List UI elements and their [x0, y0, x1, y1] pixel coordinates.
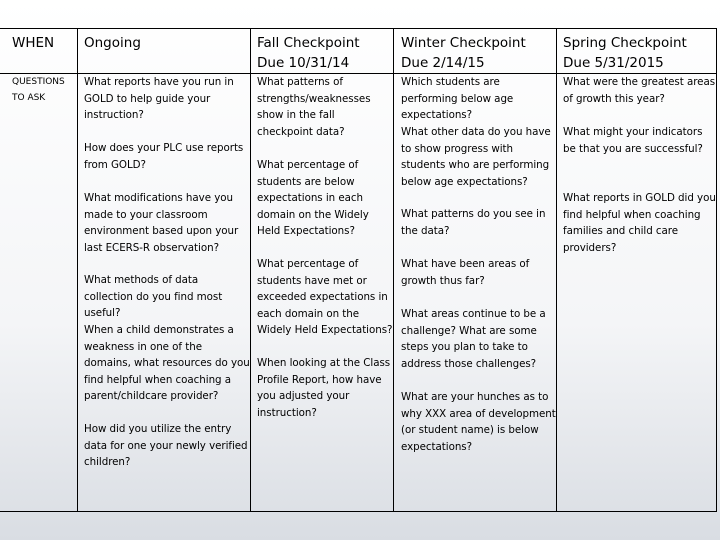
ongoing-label: Ongoing	[84, 35, 141, 51]
fall-questions	[257, 74, 393, 421]
spring-due-date: Due 5/31/2015	[563, 55, 664, 71]
table-right-border	[716, 28, 717, 512]
header-when	[12, 33, 76, 53]
when-label: WHEN	[12, 35, 55, 51]
list-item: What might your indicators be that you are successful?	[563, 126, 703, 155]
fall-due-date: Due 10/31/14	[257, 55, 350, 71]
ongoing-questions	[84, 74, 250, 471]
list-item: Which students are performing below age expectations?	[401, 76, 514, 121]
list-item: How does your PLC use reports from GOLD?	[84, 142, 244, 171]
winter-title: Winter Checkpoint	[401, 35, 526, 51]
list-item: What patterns of strengths/weaknesses show in the fall checkpoint data?	[257, 76, 371, 138]
checkpoint-questions-table	[0, 28, 717, 512]
column-divider	[77, 28, 78, 512]
list-item: What are your hunches as to why XXX area of development (or student name) is below expectations?	[401, 391, 556, 453]
row-label-questions: QUESTIONS TO ASK	[12, 77, 65, 103]
column-divider	[393, 28, 394, 512]
spring-questions	[563, 74, 716, 256]
list-item: What have been areas of growth thus far?	[401, 258, 530, 287]
header-fall-checkpoint	[257, 33, 391, 73]
list-item: What percentage of students have met or exceeded expectations in each domain on the Widely Held Expectations?	[257, 258, 393, 336]
table-top-border	[0, 28, 717, 29]
list-item: What modifications have you made to your classroom environment based upon your last ECERS-R observation?	[84, 192, 239, 254]
list-item: When looking at the Class Profile Report, how have you adjusted your instruction?	[257, 357, 391, 419]
list-item: What other data do you have to show progress with students who are performing below age expectations?	[401, 126, 551, 188]
winter-questions	[401, 74, 557, 455]
list-item: What reports have you run in GOLD to help guide your instruction?	[84, 76, 234, 121]
list-item: What patterns do you see in the data?	[401, 208, 546, 237]
spring-title: Spring Checkpoint	[563, 35, 687, 51]
list-item: What were the greatest areas of growth this year?	[563, 76, 716, 105]
list-item: What methods of data collection do you find most useful?	[84, 274, 223, 319]
list-item: What percentage of students are below expectations in each domain on the Widely Held Expectations?	[257, 159, 369, 237]
list-item: What reports in GOLD did you find helpful when coaching families and child care providers?	[563, 192, 716, 254]
header-ongoing	[84, 33, 244, 53]
winter-due-date: Due 2/14/15	[401, 55, 485, 71]
list-item: How did you utilize the entry data for one your newly verified children?	[84, 423, 248, 468]
table-bottom-border	[0, 511, 717, 512]
fall-title: Fall Checkpoint	[257, 35, 360, 51]
column-divider	[250, 28, 251, 512]
list-item: When a child demonstrates a weakness in one of the domains, what resources do you find helpful when coaching a parent/childcare provider?	[84, 324, 250, 402]
header-spring-checkpoint	[563, 33, 715, 73]
list-item: What areas continue to be a challenge? What are some steps you plan to take to address those challenges?	[401, 308, 546, 370]
header-winter-checkpoint	[401, 33, 553, 73]
